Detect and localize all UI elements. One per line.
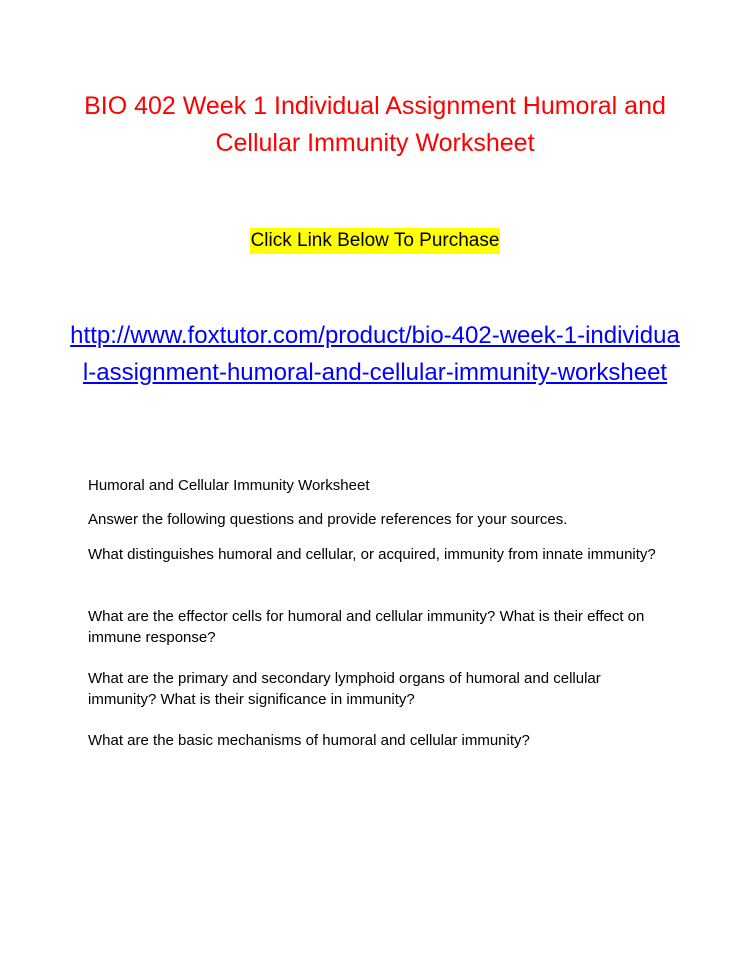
purchase-link[interactable]: http://www.foxtutor.com/product/bio-402-week-1-individual-assignment-humoral-and-cellular-immunity-worksheet [70,322,680,386]
purchase-callout-text: Click Link Below To Purchase [250,228,501,254]
question-2: What are the effector cells for humoral and cellular immunity? What is their effect on immune response? [88,608,645,646]
document-title: BIO 402 Week 1 Individual Assignment Humoral and Cellular Immunity Worksheet [84,92,666,157]
question-4: What are the basic mechanisms of humoral and cellular immunity? [88,732,530,749]
purchase-callout [0,228,750,254]
worksheet-heading: Humoral and Cellular Immunity Worksheet [88,477,370,494]
question-1: What distinguishes humoral and cellular, or acquired, immunity from innate immunity? [88,546,656,563]
worksheet-instructions: Answer the following questions and provide references for your sources. [88,511,568,528]
question-3: What are the primary and secondary lymphoid organs of humoral and cellular immunity? What is their significance in immunity? [88,670,601,708]
